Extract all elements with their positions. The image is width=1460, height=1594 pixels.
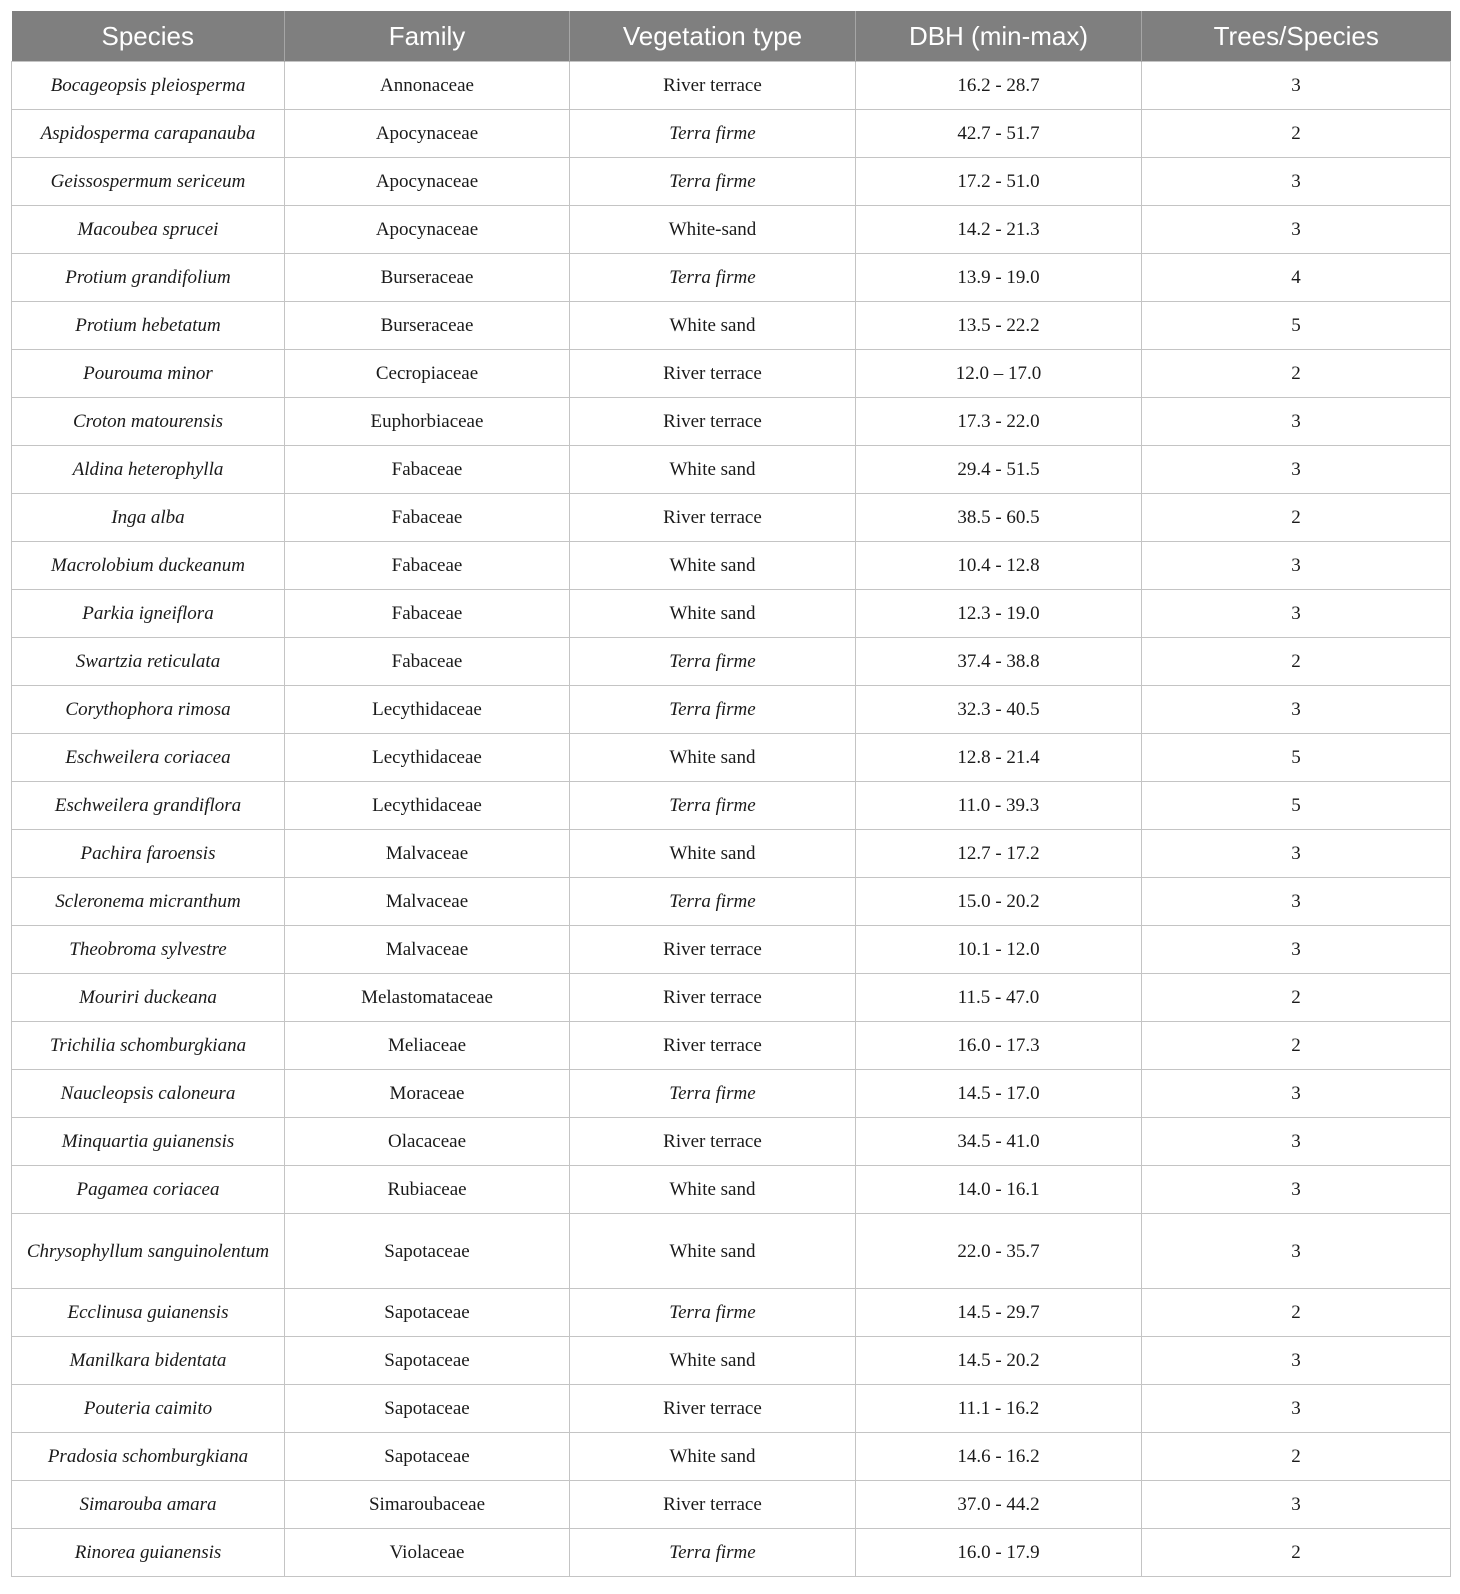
vegetation-type-cell: River terrace [570,1118,856,1166]
table-row [12,686,1451,734]
trees-per-species-cell: 2 [1142,1022,1451,1070]
dbh-cell: 14.5 - 17.0 [856,1070,1142,1118]
trees-per-species-cell: 2 [1142,350,1451,398]
table-row [12,1337,1451,1385]
table-header [12,11,1451,62]
trees-per-species-cell: 3 [1142,926,1451,974]
table-row [12,350,1451,398]
table-row [12,590,1451,638]
trees-per-species-cell: 3 [1142,878,1451,926]
species-cell: Rinorea guianensis [12,1529,285,1577]
vegetation-type-cell: River terrace [570,1385,856,1433]
dbh-cell: 10.1 - 12.0 [856,926,1142,974]
vegetation-type-cell: White sand [570,734,856,782]
vegetation-type-cell: River terrace [570,350,856,398]
family-cell: Malvaceae [285,830,570,878]
dbh-cell: 14.2 - 21.3 [856,206,1142,254]
dbh-cell: 22.0 - 35.7 [856,1214,1142,1289]
family-cell: Annonaceae [285,62,570,110]
vegetation-type-cell: White sand [570,446,856,494]
trees-per-species-cell: 3 [1142,62,1451,110]
family-cell: Sapotaceae [285,1289,570,1337]
trees-per-species-cell: 3 [1142,1385,1451,1433]
family-cell: Lecythidaceae [285,686,570,734]
trees-per-species-cell: 3 [1142,830,1451,878]
dbh-cell: 15.0 - 20.2 [856,878,1142,926]
vegetation-type-cell: White sand [570,1166,856,1214]
header-trees-per-species: Trees/Species [1142,11,1451,62]
dbh-cell: 32.3 - 40.5 [856,686,1142,734]
trees-per-species-cell: 5 [1142,302,1451,350]
trees-per-species-cell: 2 [1142,1433,1451,1481]
vegetation-type-cell: Terra firme [570,158,856,206]
vegetation-type-cell: River terrace [570,398,856,446]
trees-per-species-cell: 3 [1142,1070,1451,1118]
table-row [12,542,1451,590]
species-cell: Eschweilera grandiflora [12,782,285,830]
header-dbh: DBH (min-max) [856,11,1142,62]
trees-per-species-cell: 2 [1142,110,1451,158]
species-cell: Pagamea coriacea [12,1166,285,1214]
dbh-cell: 11.1 - 16.2 [856,1385,1142,1433]
vegetation-type-cell: Terra firme [570,638,856,686]
trees-per-species-cell: 4 [1142,254,1451,302]
species-cell: Parkia igneiflora [12,590,285,638]
table-row [12,302,1451,350]
trees-per-species-cell: 3 [1142,686,1451,734]
header-row [12,11,1451,62]
dbh-cell: 42.7 - 51.7 [856,110,1142,158]
family-cell: Fabaceae [285,638,570,686]
vegetation-type-cell: River terrace [570,974,856,1022]
table-row [12,398,1451,446]
trees-per-species-cell: 3 [1142,1118,1451,1166]
species-cell: Inga alba [12,494,285,542]
table-row [12,158,1451,206]
trees-per-species-cell: 3 [1142,1481,1451,1529]
family-cell: Burseraceae [285,302,570,350]
family-cell: Malvaceae [285,878,570,926]
family-cell: Lecythidaceae [285,734,570,782]
family-cell: Olacaceae [285,1118,570,1166]
dbh-cell: 14.6 - 16.2 [856,1433,1142,1481]
trees-per-species-cell: 3 [1142,446,1451,494]
table-row [12,926,1451,974]
vegetation-type-cell: River terrace [570,926,856,974]
trees-per-species-cell: 3 [1142,158,1451,206]
species-cell: Bocageopsis pleiosperma [12,62,285,110]
header-family: Family [285,11,570,62]
table-row [12,1529,1451,1577]
species-cell: Chrysophyllum sanguinolentum [12,1214,285,1289]
family-cell: Sapotaceae [285,1385,570,1433]
family-cell: Rubiaceae [285,1166,570,1214]
vegetation-type-cell: White-sand [570,206,856,254]
trees-per-species-cell: 5 [1142,782,1451,830]
table-row [12,494,1451,542]
dbh-cell: 12.3 - 19.0 [856,590,1142,638]
species-cell: Protium hebetatum [12,302,285,350]
species-cell: Manilkara bidentata [12,1337,285,1385]
trees-per-species-cell: 2 [1142,974,1451,1022]
vegetation-type-cell: Terra firme [570,110,856,158]
table-row [12,1022,1451,1070]
vegetation-type-cell: River terrace [570,1481,856,1529]
trees-per-species-cell: 3 [1142,590,1451,638]
vegetation-type-cell: Terra firme [570,1070,856,1118]
table-row [12,62,1451,110]
table-row [12,1481,1451,1529]
species-cell: Swartzia reticulata [12,638,285,686]
vegetation-type-cell: Terra firme [570,1529,856,1577]
species-cell: Aldina heterophylla [12,446,285,494]
species-cell: Simarouba amara [12,1481,285,1529]
table-row [12,1070,1451,1118]
trees-per-species-cell: 2 [1142,1289,1451,1337]
trees-per-species-cell: 2 [1142,1529,1451,1577]
table-row [12,1289,1451,1337]
dbh-cell: 12.8 - 21.4 [856,734,1142,782]
trees-per-species-cell: 2 [1142,494,1451,542]
species-cell: Scleronema micranthum [12,878,285,926]
trees-per-species-cell: 3 [1142,1337,1451,1385]
species-cell: Pachira faroensis [12,830,285,878]
dbh-cell: 14.5 - 20.2 [856,1337,1142,1385]
family-cell: Sapotaceae [285,1433,570,1481]
species-cell: Trichilia schomburgkiana [12,1022,285,1070]
dbh-cell: 12.7 - 17.2 [856,830,1142,878]
dbh-cell: 12.0 – 17.0 [856,350,1142,398]
species-cell: Macrolobium duckeanum [12,542,285,590]
table-row [12,782,1451,830]
vegetation-type-cell: White sand [570,542,856,590]
vegetation-type-cell: Terra firme [570,686,856,734]
vegetation-type-cell: Terra firme [570,878,856,926]
trees-per-species-cell: 5 [1142,734,1451,782]
table-row [12,1118,1451,1166]
trees-per-species-cell: 3 [1142,1166,1451,1214]
family-cell: Meliaceae [285,1022,570,1070]
dbh-cell: 14.5 - 29.7 [856,1289,1142,1337]
family-cell: Violaceae [285,1529,570,1577]
species-cell: Eschweilera coriacea [12,734,285,782]
table-row [12,1433,1451,1481]
trees-per-species-cell: 3 [1142,542,1451,590]
vegetation-type-cell: River terrace [570,494,856,542]
vegetation-type-cell: White sand [570,1433,856,1481]
species-cell: Mouriri duckeana [12,974,285,1022]
trees-per-species-cell: 2 [1142,638,1451,686]
vegetation-type-cell: River terrace [570,62,856,110]
species-cell: Aspidosperma carapanauba [12,110,285,158]
trees-per-species-cell: 3 [1142,1214,1451,1289]
vegetation-type-cell: Terra firme [570,254,856,302]
species-cell: Corythophora rimosa [12,686,285,734]
family-cell: Fabaceae [285,494,570,542]
vegetation-type-cell: White sand [570,830,856,878]
family-cell: Moraceae [285,1070,570,1118]
family-cell: Sapotaceae [285,1214,570,1289]
family-cell: Euphorbiaceae [285,398,570,446]
table-body [12,62,1451,1577]
table-row [12,734,1451,782]
species-cell: Ecclinusa guianensis [12,1289,285,1337]
family-cell: Apocynaceae [285,110,570,158]
trees-per-species-cell: 3 [1142,206,1451,254]
table-row [12,446,1451,494]
species-cell: Pradosia schomburgkiana [12,1433,285,1481]
family-cell: Burseraceae [285,254,570,302]
dbh-cell: 13.5 - 22.2 [856,302,1142,350]
dbh-cell: 14.0 - 16.1 [856,1166,1142,1214]
family-cell: Sapotaceae [285,1337,570,1385]
dbh-cell: 29.4 - 51.5 [856,446,1142,494]
table-row [12,878,1451,926]
table-row [12,206,1451,254]
species-cell: Macoubea sprucei [12,206,285,254]
header-species: Species [12,11,285,62]
dbh-cell: 16.0 - 17.3 [856,1022,1142,1070]
trees-per-species-cell: 3 [1142,398,1451,446]
dbh-cell: 16.2 - 28.7 [856,62,1142,110]
dbh-cell: 38.5 - 60.5 [856,494,1142,542]
family-cell: Lecythidaceae [285,782,570,830]
family-cell: Fabaceae [285,542,570,590]
table-row [12,1385,1451,1433]
species-cell: Naucleopsis caloneura [12,1070,285,1118]
table-row [12,1166,1451,1214]
vegetation-type-cell: White sand [570,590,856,638]
species-cell: Theobroma sylvestre [12,926,285,974]
species-table [11,11,1451,1577]
family-cell: Apocynaceae [285,158,570,206]
family-cell: Simaroubaceae [285,1481,570,1529]
table-row [12,254,1451,302]
vegetation-type-cell: Terra firme [570,782,856,830]
dbh-cell: 17.2 - 51.0 [856,158,1142,206]
vegetation-type-cell: Terra firme [570,1289,856,1337]
dbh-cell: 17.3 - 22.0 [856,398,1142,446]
dbh-cell: 11.5 - 47.0 [856,974,1142,1022]
table-row [12,638,1451,686]
family-cell: Fabaceae [285,590,570,638]
vegetation-type-cell: River terrace [570,1022,856,1070]
species-cell: Croton matourensis [12,398,285,446]
family-cell: Fabaceae [285,446,570,494]
vegetation-type-cell: White sand [570,302,856,350]
species-cell: Protium grandifolium [12,254,285,302]
table-row [12,974,1451,1022]
dbh-cell: 37.4 - 38.8 [856,638,1142,686]
dbh-cell: 16.0 - 17.9 [856,1529,1142,1577]
species-cell: Pourouma minor [12,350,285,398]
species-cell: Geissospermum sericeum [12,158,285,206]
dbh-cell: 10.4 - 12.8 [856,542,1142,590]
species-cell: Pouteria caimito [12,1385,285,1433]
header-vegetation-type: Vegetation type [570,11,856,62]
species-cell: Minquartia guianensis [12,1118,285,1166]
family-cell: Cecropiaceae [285,350,570,398]
table-row [12,830,1451,878]
dbh-cell: 13.9 - 19.0 [856,254,1142,302]
vegetation-type-cell: White sand [570,1337,856,1385]
dbh-cell: 34.5 - 41.0 [856,1118,1142,1166]
dbh-cell: 37.0 - 44.2 [856,1481,1142,1529]
family-cell: Apocynaceae [285,206,570,254]
family-cell: Malvaceae [285,926,570,974]
table-row [12,110,1451,158]
family-cell: Melastomataceae [285,974,570,1022]
table-row [12,1214,1451,1289]
dbh-cell: 11.0 - 39.3 [856,782,1142,830]
vegetation-type-cell: White sand [570,1214,856,1289]
